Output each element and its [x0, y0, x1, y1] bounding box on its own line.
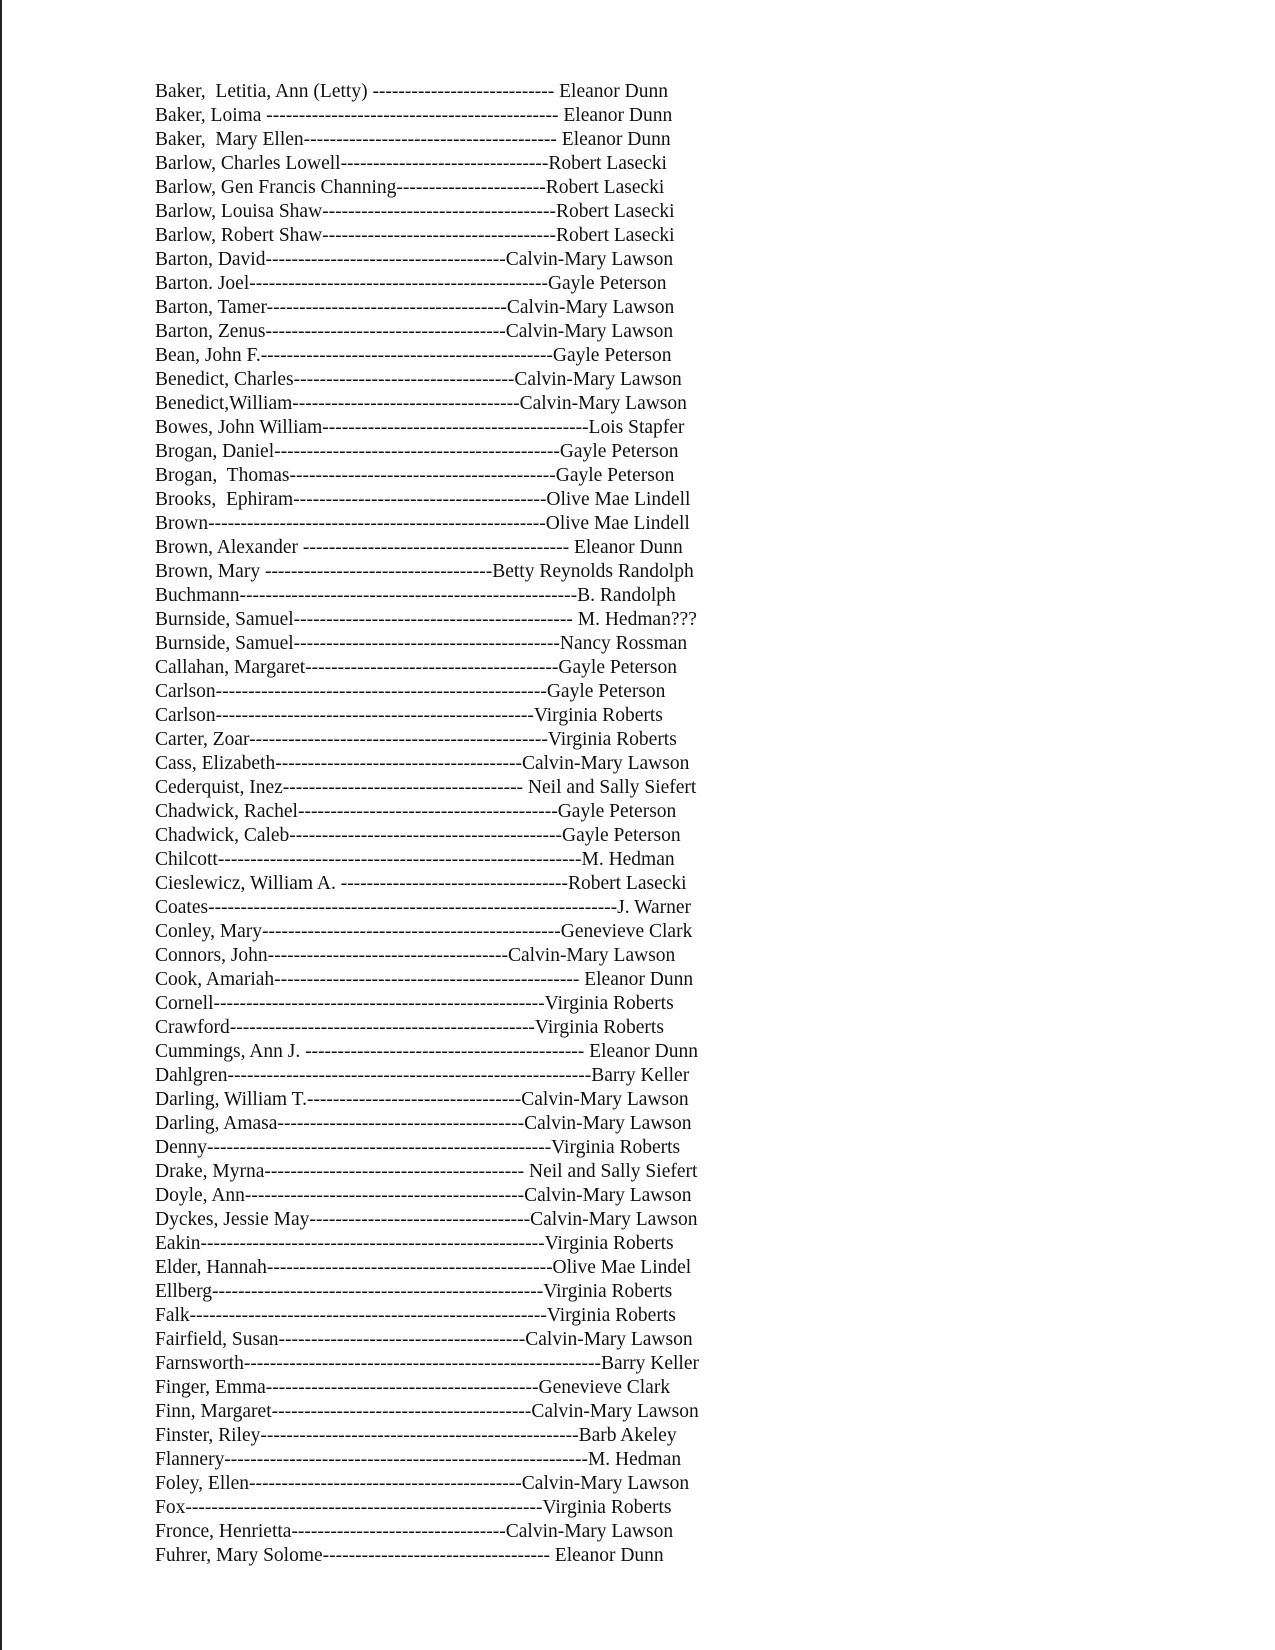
list-item: Bowes, John William-----------------------------------------Lois Stapfer: [155, 417, 685, 438]
list-item: Chadwick, Rachel----------------------------------------Gayle Peterson: [155, 801, 677, 822]
list-item: Fronce, Henrietta---------------------------------Calvin-Mary Lawson: [155, 1521, 674, 1542]
list-item: Cook, Amariah----------------------------------------------- Eleanor Dunn: [155, 969, 694, 990]
list-item: Dyckes, Jessie May----------------------------------Calvin-Mary Lawson: [155, 1209, 698, 1230]
list-item: Burnside, Samuel-----------------------------------------Nancy Rossman: [155, 633, 688, 654]
list-item: Cass, Elizabeth--------------------------------------Calvin-Mary Lawson: [155, 753, 690, 774]
list-item: Eakin-----------------------------------------------------Virginia Roberts: [155, 1233, 674, 1254]
list-item: Cummings, Ann J. ------------------------------------------- Eleanor Dunn: [155, 1041, 699, 1062]
list-item: Barlow, Gen Francis Channing-----------------------Robert Lasecki: [155, 177, 665, 198]
list-item: Carter, Zoar----------------------------------------------Virginia Roberts: [155, 729, 677, 750]
list-item: Cieslewicz, William A. -----------------------------------Robert Lasecki: [155, 873, 687, 894]
list-item: Brown, Mary -----------------------------------Betty Reynolds Randolph: [155, 561, 694, 582]
list-item: Chadwick, Caleb------------------------------------------Gayle Peterson: [155, 825, 681, 846]
list-item: Barton, Tamer-------------------------------------Calvin-Mary Lawson: [155, 297, 675, 318]
list-item: Barton, Zenus-------------------------------------Calvin-Mary Lawson: [155, 321, 674, 342]
list-item: Finger, Emma------------------------------------------Genevieve Clark: [155, 1377, 671, 1398]
list-item: Carlson---------------------------------------------------Gayle Peterson: [155, 681, 666, 702]
list-item: Conley, Mary----------------------------------------------Genevieve Clark: [155, 921, 693, 942]
list-item: Cornell---------------------------------------------------Virginia Roberts: [155, 993, 674, 1014]
list-item: Baker, Letitia, Ann (Letty) ---------------------------- Eleanor Dunn: [155, 81, 668, 102]
list-item: Benedict,William-----------------------------------Calvin-Mary Lawson: [155, 393, 687, 414]
list-item: Brown, Alexander ----------------------------------------- Eleanor Dunn: [155, 537, 683, 558]
list-item: Cederquist, Inez------------------------------------- Neil and Sally Siefert: [155, 777, 697, 798]
list-item: Brogan, Daniel--------------------------------------------Gayle Peterson: [155, 441, 679, 462]
list-item: Brooks, Ephiram---------------------------------------Olive Mae Lindell: [155, 489, 691, 510]
list-item: Barlow, Robert Shaw------------------------------------Robert Lasecki: [155, 225, 675, 246]
list-item: Baker, Loima --------------------------------------------- Eleanor Dunn: [155, 105, 673, 126]
list-item: Baker, Mary Ellen--------------------------------------- Eleanor Dunn: [155, 129, 671, 150]
list-item: Fairfield, Susan--------------------------------------Calvin-Mary Lawson: [155, 1329, 693, 1350]
list-item: Brogan, Thomas-----------------------------------------Gayle Peterson: [155, 465, 675, 486]
list-item: Darling, William T.---------------------------------Calvin-Mary Lawson: [155, 1089, 689, 1110]
list-item: Barlow, Charles Lowell--------------------------------Robert Lasecki: [155, 153, 667, 174]
list-item: Chilcott--------------------------------------------------------M. Hedman: [155, 849, 675, 870]
list-item: Ellberg---------------------------------------------------Virginia Roberts: [155, 1281, 673, 1302]
list-item: Elder, Hannah--------------------------------------------Olive Mae Lindel: [155, 1257, 692, 1278]
list-item: Darling, Amasa--------------------------------------Calvin-Mary Lawson: [155, 1113, 692, 1134]
list-item: Benedict, Charles----------------------------------Calvin-Mary Lawson: [155, 369, 682, 390]
list-item: Flannery--------------------------------------------------------M. Hedman: [155, 1449, 682, 1470]
list-item: Dahlgren--------------------------------------------------------Barry Keller: [155, 1065, 690, 1086]
list-item: Barton. Joel----------------------------------------------Gayle Peterson: [155, 273, 667, 294]
list-item: Crawford-----------------------------------------------Virginia Roberts: [155, 1017, 664, 1038]
list-item: Callahan, Margaret---------------------------------------Gayle Peterson: [155, 657, 678, 678]
list-item: Drake, Myrna---------------------------------------- Neil and Sally Siefert: [155, 1161, 698, 1182]
list-item: Bean, John F.---------------------------------------------Gayle Peterson: [155, 345, 672, 366]
list-item: Farnsworth-------------------------------------------------------Barry Keller: [155, 1353, 699, 1374]
list-item: Denny-----------------------------------------------------Virginia Roberts: [155, 1137, 681, 1158]
list-item: Foley, Ellen------------------------------------------Calvin-Mary Lawson: [155, 1473, 690, 1494]
list-item: Connors, John-------------------------------------Calvin-Mary Lawson: [155, 945, 676, 966]
list-item: Doyle, Ann-------------------------------------------Calvin-Mary Lawson: [155, 1185, 692, 1206]
list-item: Finn, Margaret----------------------------------------Calvin-Mary Lawson: [155, 1401, 699, 1422]
list-item: Brown----------------------------------------------------Olive Mae Lindell: [155, 513, 690, 534]
list-item: Coates---------------------------------------------------------------J. Warner: [155, 897, 692, 918]
list-item: Barlow, Louisa Shaw------------------------------------Robert Lasecki: [155, 201, 675, 222]
list-item: Carlson-------------------------------------------------Virginia Roberts: [155, 705, 663, 726]
list-item: Buchmann----------------------------------------------------B. Randolph: [155, 585, 676, 606]
name-index-list: [155, 80, 699, 1568]
list-item: Fox-------------------------------------------------------Virginia Roberts: [155, 1497, 672, 1518]
list-item: Falk-------------------------------------------------------Virginia Roberts: [155, 1305, 676, 1326]
list-item: Fuhrer, Mary Solome----------------------------------- Eleanor Dunn: [155, 1545, 664, 1566]
list-item: Finster, Riley-------------------------------------------------Barb Akeley: [155, 1425, 677, 1446]
list-item: Burnside, Samuel------------------------------------------- M. Hedman???: [155, 609, 697, 630]
list-item: Barton, David-------------------------------------Calvin-Mary Lawson: [155, 249, 674, 270]
